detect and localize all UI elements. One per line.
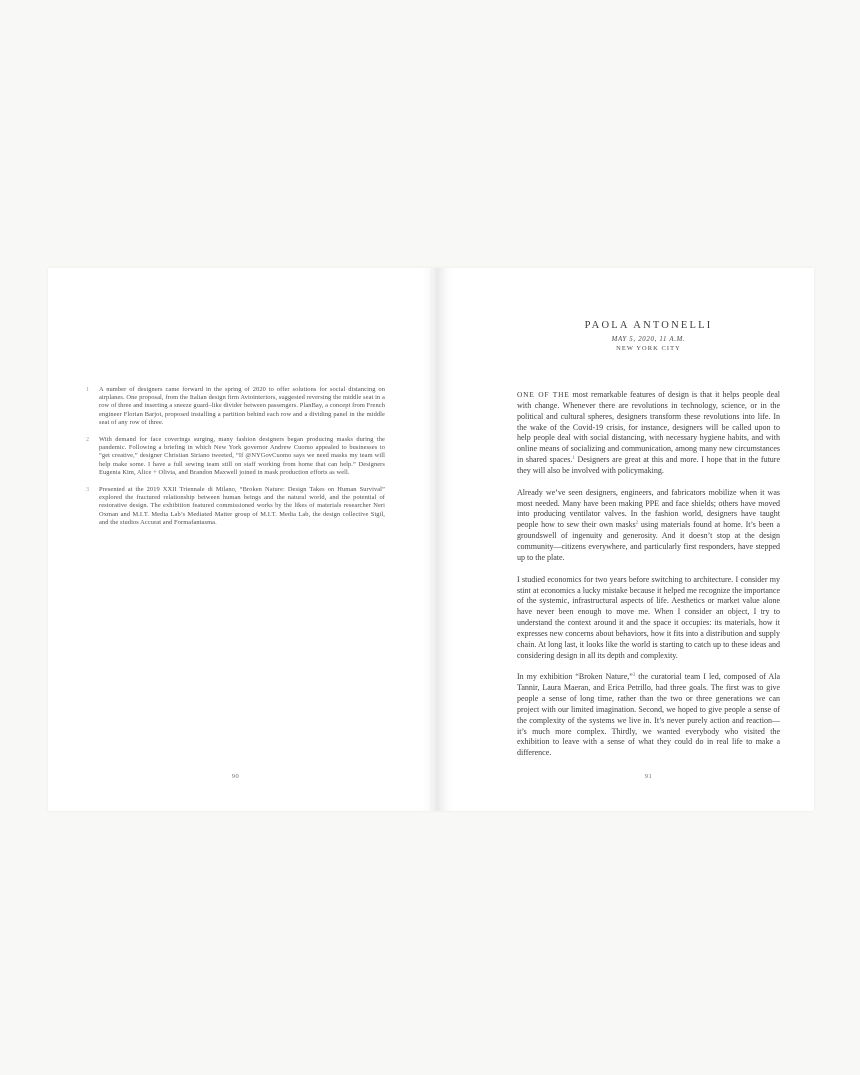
footnote-marker: 3: [86, 487, 89, 494]
paragraph-text: most remarkable features of design is that it helps people deal with change. Whenever there are revolutions in technology, science, or in the political and cultural spheres, designers transform these revolutions into life. In the wake of the Covid-19 crisis, for instance, designers will be called upon to help people deal with social distancing, with necessary hygiene habits, and with online means of socializing and communication, among many new circumstances in shared spaces.: [517, 390, 780, 465]
paragraph: [517, 488, 780, 564]
footnote-reference: 1: [572, 456, 575, 462]
entry-header: [517, 320, 780, 352]
footnote-text: Presented at the 2019 XXII Triennale di Milano, “Broken Nature: Design Takes on Human Survival” explored the fractured relationship between human beings and the natural world, and the potential of restorative design. The exhibition featured commissioned works by the likes of materials researcher Neri Oxman and M.I.T. Media Lab’s Mediated Matter group of M.I.T. Media Lab, the design collective Sigil, and the studios Accurat and Formafantasma.: [99, 486, 385, 526]
footnote-text: With demand for face coverings surging, many fashion designers began producing masks during the pandemic. Following a briefing in which New York governor Andrew Cuomo appealed to businesses to “get creative,” designer Christian Siriano tweeted, “If @NYGovCuomo says we need masks my team will help make some. I have a full sewing team still on staff working from home that can help.” Designers Eugenia Kim, Alice + Olivia, and Brandon Maxwell joined in mask production efforts as well.: [99, 436, 385, 476]
paragraph-text: using materials found at home. It’s been a groundswell of ingenuity and generosity. And it doesn’t stop at the design community—citizens everywhere, and particularly first responders, have stepped up to the plate.: [517, 520, 780, 562]
entry-column: [517, 320, 780, 770]
paragraph-text: In my exhibition “Broken Nature,”: [517, 672, 633, 682]
entry-location: NEW YORK CITY: [616, 345, 681, 352]
author-name: PAOLA ANTONELLI: [584, 320, 713, 331]
footnote-reference: 2: [635, 521, 639, 527]
footnote-marker: 1: [86, 387, 89, 393]
footnote-item: [86, 486, 385, 527]
paragraph-text: I studied economics for two years before switching to architecture. I consider my stint at economics a lucky mistake because it helped me recognize the importance of the systemic, infrastructural aspects of life. Aesthetics or market value alone have never been enough to move me. When I consider an object, I try to understand the context around it and the space it occupies: its materials, how it expresses new concerns about behaviors, how it fits into a distribution and supply chain. At long last, it looks like the world is starting to catch up to these ideas and considering design in all its depth and complexity.: [517, 574, 780, 660]
book-spread: [48, 268, 814, 811]
entry-datetime: MAY 5, 2020, 11 A.M.: [611, 336, 686, 343]
paragraph: [517, 575, 780, 662]
paragraph-lead-caps: ONE OF THE: [517, 390, 570, 399]
footnote-reference: 3: [632, 673, 636, 679]
entry-body: [517, 390, 780, 759]
paragraph-text: the curatorial team I led, composed of Ala Tannir, Laura Maeran, and Erica Petrillo, had three goals. The first was to give people a sense of long time, rather than the two or three generations we can project with our limited imagination. Second, we hoped to give people a sense of the complexity of the systems we live in. It’s never purely action and reaction—it’s much more complex. Thirdly, we wanted everybody who visited the exhibition to leave with a sense of what they could do in real life to make a difference.: [517, 672, 780, 758]
right-page: [432, 268, 814, 811]
paragraph: [517, 672, 780, 759]
left-page: [48, 268, 432, 811]
paragraph-text: Already we’ve seen designers, engineers, and fabricators mobilize when it was most needed. Many have been making PPE and face shields; others have moved into producing ventilator valves. In the fashion world, designers have taught people how to sew their own masks: [517, 487, 780, 530]
paragraph-text: Designers are great at this and more. I hope that in the future they will also be involved with policymaking.: [517, 455, 781, 475]
footnotes-block: [86, 386, 385, 536]
footnote-text: A number of designers came forward in the spring of 2020 to offer solutions for social distancing on airplanes. One proposal, from the Italian design firm Aviointeriors, suggested reversing the middle seat in a row of three and inserting a sneeze guard–like divider between passengers. PlanBay, a concept from French engineer Florian Barjot, proposed installing a partition behind each row and a dividing panel in the middle seat of any row of three.: [99, 386, 385, 426]
page-number-right: 91: [644, 773, 653, 780]
footnote-item: [86, 436, 385, 477]
footnote-item: [86, 386, 385, 427]
page-number-left: 90: [231, 773, 240, 780]
footnote-marker: 2: [86, 437, 89, 444]
paragraph: [517, 390, 780, 477]
